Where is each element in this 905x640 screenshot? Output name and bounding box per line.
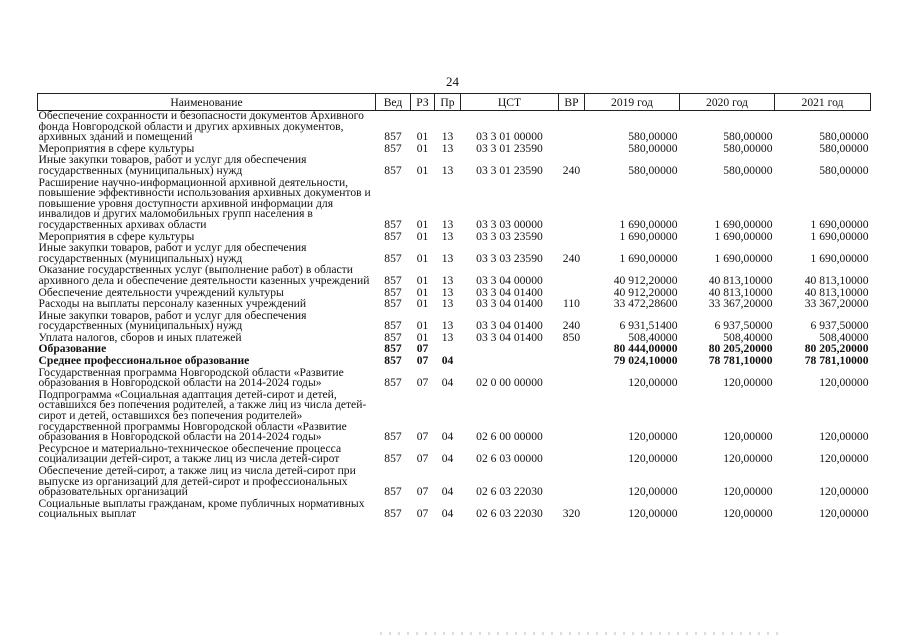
cell-2020: 120,00000	[723, 485, 773, 499]
cell-rz: 01	[416, 273, 429, 287]
cell-rz: 01	[416, 251, 429, 265]
cell-cst: 03 3 03 00000	[476, 217, 543, 231]
cell-2020: 33 367,20000	[708, 297, 773, 311]
header-pr: Пр	[435, 94, 461, 111]
cell-2019: 120,00000	[628, 376, 678, 390]
header-ved: Вед	[376, 94, 411, 111]
cell-rz: 07	[416, 507, 429, 521]
cell-2020: 508,40000	[723, 330, 773, 344]
cell-cst: 03 3 04 01400	[476, 319, 543, 333]
table-row	[38, 444, 871, 466]
cell-2021: 508,40000	[819, 330, 869, 344]
cell-name: Социальные выплаты гражданам, кроме публичных нормативных социальных выплат	[38, 496, 365, 521]
table-body	[38, 111, 871, 521]
cell-2019: 80 444,00000	[613, 342, 678, 356]
cell-vr	[559, 144, 585, 156]
cell-cst: 02 6 03 00000	[476, 452, 543, 466]
cell-2021: 580,00000	[819, 130, 869, 144]
cell-2019: 120,00000	[628, 430, 678, 444]
cell-rz: 01	[416, 319, 429, 333]
header-2020: 2020 год	[680, 94, 775, 111]
cell-pr: 04	[441, 354, 454, 368]
cell-cst: 02 6 03 22030	[476, 507, 543, 521]
cell-ved: 857	[384, 229, 402, 243]
cell-2020: 120,00000	[723, 376, 773, 390]
cell-name: Мероприятия в сфере культуры	[38, 229, 195, 243]
cell-vr	[559, 111, 585, 144]
table-row	[38, 390, 871, 444]
cell-pr: 13	[441, 273, 454, 287]
cell-vr	[559, 368, 585, 390]
cell-cst: 03 3 03 23590	[476, 251, 543, 265]
cell-cst: 02 0 00 00000	[476, 376, 543, 390]
cell-2021: 580,00000	[819, 163, 869, 177]
cell-2020: 580,00000	[723, 141, 773, 155]
cell-2021: 120,00000	[819, 507, 869, 521]
cell-2021: 120,00000	[819, 485, 869, 499]
cell-2019: 1 690,00000	[619, 229, 678, 243]
cell-name: Обеспечение сохранности и безопасности документов Архивного фонда Новгородской области и других архивных документов, архивных зданий и помещений	[38, 109, 364, 144]
cell-2019: 580,00000	[628, 141, 678, 155]
cell-name: Расходы на выплаты персоналу казенных учреждений	[38, 297, 307, 311]
cell-ved: 857	[384, 376, 402, 390]
cell-rz: 01	[416, 297, 429, 311]
cell-cst: 03 3 03 23590	[476, 229, 543, 243]
cell-name: Образование	[38, 342, 107, 356]
cell-ved: 857	[384, 485, 402, 499]
cell-vr	[559, 344, 585, 356]
cell-vr: 240	[562, 163, 581, 177]
cell-vr	[559, 265, 585, 287]
cell-name: Обеспечение деятельности учреждений культуры	[38, 285, 284, 299]
cell-name: Подпрограмма «Социальная адаптация детей-сирот и детей, оставшихся без попечения родителей, а также лиц из числа детей-сирот и детей, оставшихся без попечения родителей» государственной программы Новгородской области «Развитие образования в Новгородской области на 2014-2024 годы»	[38, 387, 367, 444]
cell-cst: 03 3 04 01400	[476, 330, 543, 344]
cell-vr: 240	[562, 251, 581, 265]
cell-ved: 857	[384, 330, 402, 344]
cell-2020: 6 937,50000	[714, 319, 773, 333]
cell-name: Иные закупки товаров, работ и услуг для обеспечения государственных (муниципальных) нужд	[38, 308, 307, 333]
cell-vr: 850	[562, 330, 581, 344]
page-number: 24	[446, 74, 459, 89]
cell-name: Оказание государственных услуг (выполнение работ) в области архивного дела и обеспечение деятельности казенных учреждений	[38, 263, 370, 287]
cell-2019: 580,00000	[628, 130, 678, 144]
cell-2021: 1 690,00000	[810, 229, 869, 243]
cell-ved: 857	[384, 297, 402, 311]
cell-pr: 13	[441, 297, 454, 311]
cell-2020: 1 690,00000	[714, 251, 773, 265]
cell-vr	[559, 466, 585, 499]
cell-2020: 40 813,10000	[708, 273, 773, 287]
cell-vr: 320	[562, 507, 581, 521]
cell-2021: 40 813,10000	[804, 285, 869, 299]
cell-rz: 07	[416, 376, 429, 390]
cell-2019: 79 024,10000	[613, 354, 678, 368]
cell-2021: 120,00000	[819, 430, 869, 444]
cell-2019: 580,00000	[628, 163, 678, 177]
cell-pr: 13	[441, 251, 454, 265]
table-row	[38, 368, 871, 390]
cell-rz: 01	[416, 163, 429, 177]
cell-vr: 110	[563, 297, 580, 311]
cell-2019: 6 931,51400	[619, 319, 678, 333]
cell-2020: 78 781,10000	[708, 354, 773, 368]
cell-cst: 03 3 01 00000	[476, 130, 543, 144]
cell-pr: 04	[441, 452, 454, 466]
cell-pr: 13	[441, 163, 454, 177]
cell-2019: 508,40000	[628, 330, 678, 344]
cell-ved: 857	[384, 430, 402, 444]
cell-cst: 03 3 04 01400	[476, 297, 543, 311]
cell-2020: 1 690,00000	[714, 217, 773, 231]
cell-rz: 01	[416, 285, 429, 299]
cell-rz: 01	[416, 141, 429, 155]
cell-rz: 07	[416, 452, 429, 466]
cell-ved: 857	[384, 141, 402, 155]
table-row	[38, 466, 871, 499]
cell-pr: 13	[441, 285, 454, 299]
cell-vr	[559, 444, 585, 466]
cell-rz: 07	[416, 342, 429, 356]
table-row	[38, 243, 871, 265]
cell-2019: 120,00000	[628, 452, 678, 466]
cell-rz: 07	[416, 354, 429, 368]
cell-ved: 857	[384, 273, 402, 287]
cell-name: Среднее профессиональное образование	[38, 354, 250, 368]
cell-2020: 80 205,20000	[708, 342, 773, 356]
header-name: Наименование	[38, 94, 376, 111]
cell-pr: 04	[441, 507, 454, 521]
cell-cst: 02 6 03 22030	[476, 485, 543, 499]
cell-2020: 1 690,00000	[714, 229, 773, 243]
cell-cst: 02 6 00 00000	[476, 430, 543, 444]
cell-name: Иные закупки товаров, работ и услуг для обеспечения государственных (муниципальных) нужд	[38, 153, 307, 177]
cell-2021: 1 690,00000	[810, 217, 869, 231]
cell-2019: 33 472,28600	[613, 297, 678, 311]
cell-pr: 04	[441, 430, 454, 444]
header-rz: РЗ	[411, 94, 435, 111]
cell-2020: 120,00000	[723, 430, 773, 444]
cell-ved: 857	[384, 507, 402, 521]
header-vr: ВР	[559, 94, 585, 111]
cell-name: Мероприятия в сфере культуры	[38, 141, 195, 155]
table-row	[38, 155, 871, 177]
cell-pr: 13	[441, 319, 454, 333]
cell-ved: 857	[384, 285, 402, 299]
cell-rz: 01	[416, 330, 429, 344]
table-row	[38, 265, 871, 287]
cell-2020: 580,00000	[723, 163, 773, 177]
cell-2020: 40 813,10000	[708, 285, 773, 299]
cell-ved: 857	[384, 342, 402, 356]
cell-rz: 01	[416, 130, 429, 144]
cell-pr: 13	[441, 229, 454, 243]
cell-cst	[461, 356, 559, 368]
cell-pr: 04	[441, 485, 454, 499]
cell-2021: 33 367,20000	[804, 297, 869, 311]
cell-rz: 01	[416, 229, 429, 243]
cell-ved: 857	[384, 251, 402, 265]
cell-2019: 120,00000	[628, 507, 678, 521]
table-row	[38, 499, 871, 521]
cell-2021: 78 781,10000	[804, 354, 869, 368]
cell-rz: 07	[416, 485, 429, 499]
cell-2021: 120,00000	[819, 376, 869, 390]
cell-rz: 01	[416, 217, 429, 231]
cell-pr: 04	[441, 376, 454, 390]
cell-vr	[559, 178, 585, 232]
cell-vr	[559, 356, 585, 368]
cell-ved: 857	[384, 319, 402, 333]
cell-name: Государственная программа Новгородской области «Развитие образования в Новгородской области на 2014-2024 годы»	[38, 365, 344, 390]
cell-ved: 857	[384, 354, 402, 368]
cell-name: Иные закупки товаров, работ и услуг для обеспечения государственных (муниципальных) нужд	[38, 241, 307, 265]
cell-2019: 1 690,00000	[619, 251, 678, 265]
table-row	[38, 311, 871, 333]
budget-table	[37, 93, 871, 521]
cell-2021: 80 205,20000	[804, 342, 869, 356]
header-cst: ЦСТ	[461, 94, 559, 111]
cell-cst: 03 3 04 01400	[476, 285, 543, 299]
cell-cst	[461, 344, 559, 356]
cell-2019: 120,00000	[628, 485, 678, 499]
cell-ved: 857	[384, 452, 402, 466]
cell-2019: 1 690,00000	[619, 217, 678, 231]
cell-pr: 13	[441, 217, 454, 231]
cell-pr: 13	[441, 330, 454, 344]
table-row	[38, 178, 871, 232]
cell-name: Обеспечение детей-сирот, а также лиц из числа детей-сирот при выпуске из организаций для детей-сирот и профессиональных образовательных организаций	[38, 464, 356, 499]
cell-name: Ресурсное и материально-техническое обеспечение процесса социализации детей-сирот, а также лиц из числа детей-сирот	[38, 441, 342, 466]
cell-ved: 857	[384, 217, 402, 231]
cell-ved: 857	[384, 163, 402, 177]
cell-2021: 120,00000	[819, 452, 869, 466]
cell-2021: 580,00000	[819, 141, 869, 155]
cell-2021: 40 813,10000	[804, 273, 869, 287]
cell-cst: 03 3 01 23590	[476, 163, 543, 177]
cell-vr	[559, 232, 585, 244]
cell-cst: 03 3 01 23590	[476, 141, 543, 155]
cell-2020: 120,00000	[723, 507, 773, 521]
cell-2019: 40 912,20000	[613, 285, 678, 299]
cell-pr: 13	[441, 130, 454, 144]
cell-ved: 857	[384, 130, 402, 144]
cell-name: Расширение научно-информационной архивной деятельности, повышение эффективности использования архивных документов и повышение уровня доступности архивной информации для инвалидов и других маломобильных групп населения в государственных архивах области	[38, 175, 371, 231]
cell-2020: 120,00000	[723, 452, 773, 466]
cell-pr: 13	[441, 141, 454, 155]
cell-2020: 580,00000	[723, 130, 773, 144]
header-2021: 2021 год	[775, 94, 871, 111]
cell-2019: 40 912,20000	[613, 273, 678, 287]
cell-2021: 6 937,50000	[810, 319, 869, 333]
header-2019: 2019 год	[585, 94, 680, 111]
cell-cst: 03 3 04 00000	[476, 273, 543, 287]
table-header-row	[38, 94, 871, 111]
cell-vr	[559, 390, 585, 444]
scan-artifact	[380, 632, 780, 635]
cell-rz: 07	[416, 430, 429, 444]
table-row	[38, 111, 871, 144]
cell-name: Уплата налогов, сборов и иных платежей	[38, 330, 242, 344]
cell-vr: 240	[562, 319, 581, 333]
cell-2021: 1 690,00000	[810, 251, 869, 265]
